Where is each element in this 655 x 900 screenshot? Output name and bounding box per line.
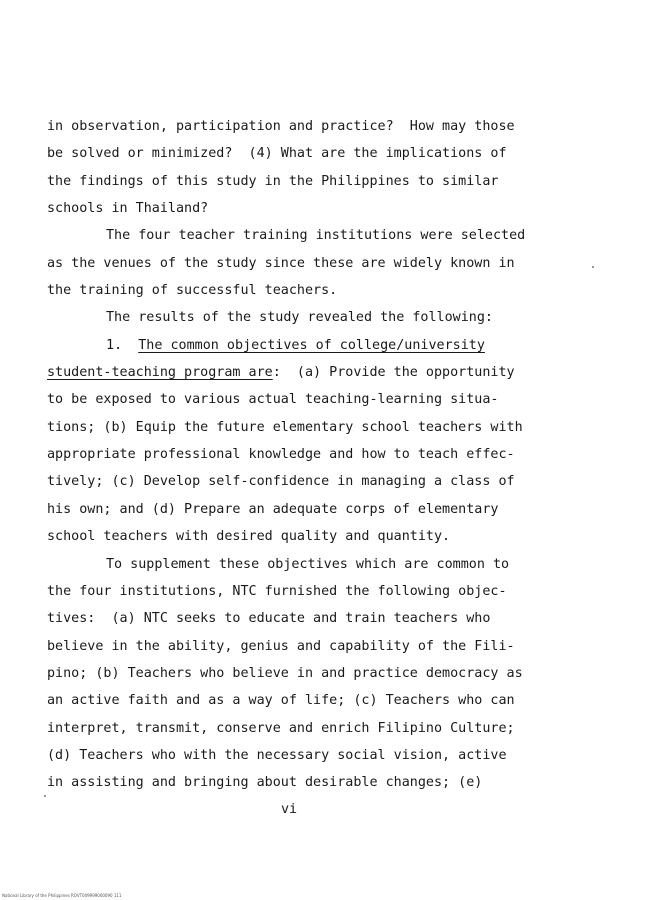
item-number: 1. bbox=[106, 337, 123, 353]
text-line: in observation, participation and practice? How may those bbox=[47, 119, 515, 134]
footer-credit: National Library of the Philippines ROVT009999000090 111 bbox=[2, 893, 122, 898]
text-line: the findings of this study in the Philippines to similar bbox=[47, 173, 499, 189]
numbered-item-heading-cont bbox=[47, 359, 547, 386]
text-line: tively; (c) Develop self-confidence in managing a class of bbox=[47, 474, 515, 490]
text-line: school teachers with desired quality and quantity. bbox=[47, 529, 451, 545]
page-number: vi bbox=[281, 802, 298, 817]
text-line: schools in Thailand? bbox=[47, 201, 209, 217]
text-line: The four teacher training institutions were selected bbox=[106, 228, 526, 244]
text-line: appropriate professional knowledge and how to teach effec- bbox=[47, 447, 515, 463]
text-line: the training of successful teachers. bbox=[47, 283, 338, 299]
text-line: tives: (a) NTC seeks to educate and train teachers who bbox=[47, 611, 491, 627]
text-line: as the venues of the study since these are widely known in bbox=[47, 255, 515, 271]
item-heading-part1: The common objectives of college/university bbox=[138, 337, 485, 353]
text-line: pino; (b) Teachers who believe in and practice democracy as bbox=[47, 665, 523, 681]
text-line: (d) Teachers who with the necessary social vision, active bbox=[47, 747, 507, 763]
text-line: be solved or minimized? (4) What are the implications of bbox=[47, 146, 507, 162]
numbered-item-heading bbox=[47, 332, 547, 359]
text-line: an active faith and as a way of life; (c) Teachers who can bbox=[47, 693, 515, 709]
scan-speck bbox=[592, 266, 594, 268]
text-line: interpret, transmit, conserve and enrich Filipino Culture; bbox=[47, 720, 515, 736]
text-line: his own; and (d) Prepare an adequate corps of elementary bbox=[47, 501, 499, 517]
text-line: in assisting and bringing about desirable changes; (e) bbox=[47, 775, 483, 791]
text-line: The results of the study revealed the following: bbox=[106, 310, 493, 326]
text-line: believe in the ability, genius and capability of the Fili- bbox=[47, 638, 515, 654]
item-heading-colon: : bbox=[272, 365, 281, 381]
text-line: to be exposed to various actual teaching-learning situa- bbox=[47, 392, 499, 408]
item-after-heading: (a) Provide the opportunity bbox=[280, 365, 515, 381]
body-text bbox=[47, 113, 547, 797]
item-heading-part2: student-teaching program are bbox=[47, 365, 273, 381]
text-line: tions; (b) Equip the future elementary school teachers with bbox=[47, 419, 523, 435]
scan-speck bbox=[44, 795, 46, 797]
text-line: To supplement these objectives which are common to bbox=[106, 556, 510, 572]
text-line: the four institutions, NTC furnished the following objec- bbox=[47, 583, 507, 599]
